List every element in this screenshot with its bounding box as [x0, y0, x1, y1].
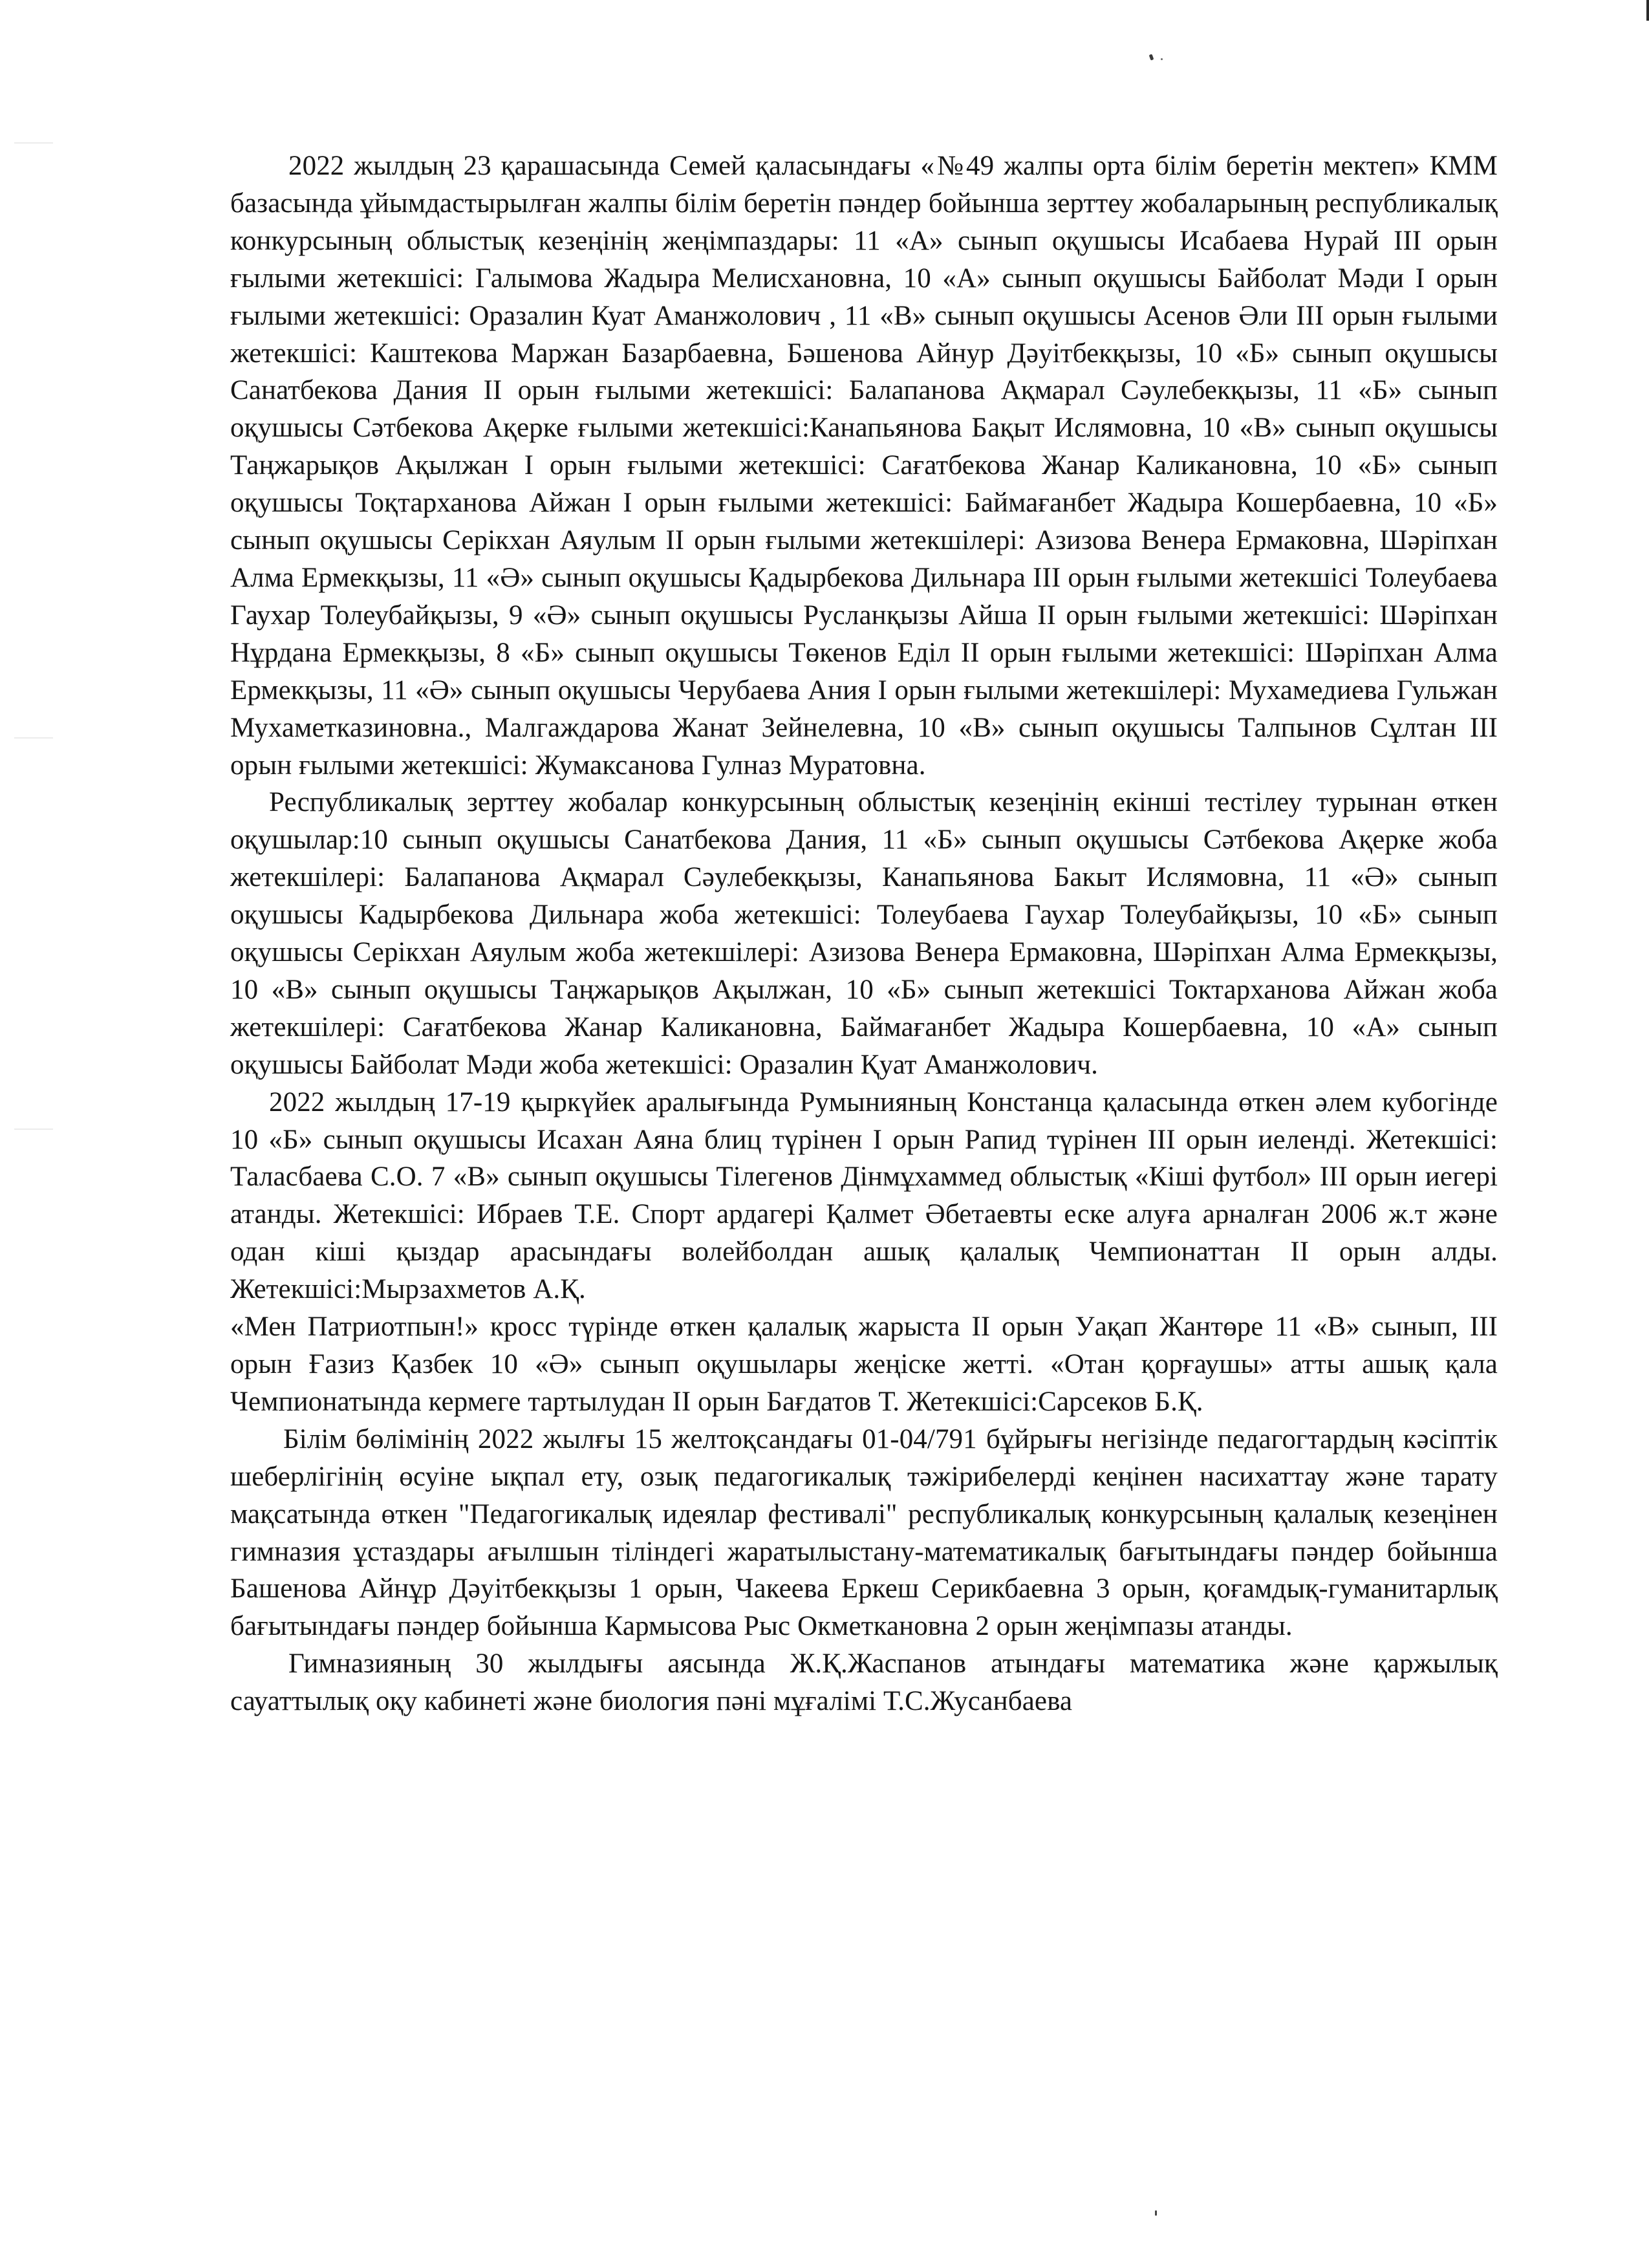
paragraph-second-round: Республикалық зерттеу жобалар конкурсының облыстық кезеңінің екінші тестілеу турынан өткен оқушылар:10 сынып оқушысы Санатбекова Дания, 11 «Б» сынып оқушысы Сәтбекова Ақерке жоба жетекшілері: Балапанова Ақмарал Сәулебекқызы, Канапьянова Бакыт Ислямовна, 11 «Ә» сынып оқушысы Кадырбекова Дильнара жоба жетекшісі: Толеубаева Гаухар Толеубайқызы, 10 «Б» сынып оқушысы Серікхан Аяулым жоба жетекшілері: Азизова Венера Ермаковна, Шәріпхан Алма Ермекқызы, 10 «В» сынып оқушысы Таңжарықов Ақылжан, 10 «Б» сынып жетекшісі Токтарханова Айжан жоба жетекшілері: Сағатбекова Жанар Каликановна, Баймағанбет Жадыра Кошербаевна, 10 «А» сынып оқушысы Байболат Мәди жоба жетекшісі: Оразалин Қуат Аманжолович. [230, 787, 1498, 1080]
paragraph-gymnasium-anniversary: Гимназияның 30 жылдығы аясында Ж.Қ.Жаспанов атындағы математика және қаржылық сауаттылық оқу кабинеті және биология пәні мұғалімі Т.С.Жусанбаева [230, 1648, 1498, 1717]
scan-speck [1161, 58, 1163, 60]
document-body [230, 147, 1498, 1720]
scan-speck [1149, 54, 1154, 60]
paragraph-pedagogical-festival: Білім бөлімінің 2022 жылғы 15 желтоқсандағы 01-04/791 бұйрығы негізінде педагогтардың кәсіптік шеберлігінің өсуіне ықпал ету, озық педагогикалық тәжірибелерді кеңінен насихаттау және тарату мақсатында өткен "Педагогикалық идеялар фестивалі" республикалық конкурсының қалалық кезеңінен гимназия ұстаздары ағылшын тіліндегі жаратылыстану-математикалық бағытындағы пәндер бойынша Башенова Айнұр Дәуітбекқызы 1 орын, Чакеева Еркеш Серикбаевна 3 орын, қоғамдық-гуманитарлық бағытындағы пәндер бойынша Кармысова Рыс Окметкановна 2 орын жеңімпазы атанды. [230, 1423, 1498, 1642]
faint-scan-line [14, 1129, 53, 1130]
faint-scan-line [14, 737, 53, 739]
paragraph-competition-winners: 2022 жылдың 23 қарашасында Семей қаласындағы «№49 жалпы орта білім беретін мектеп» КММ базасында ұйымдастырылған жалпы білім беретін пәндер бойынша зерттеу жобаларының республикалық конкурсының облыстық кезеңінің жеңімпаздары: 11 «А» сынып оқушысы Исабаева Нурай ІІІ орын ғылыми жетекшісі: Галымова Жадыра Мелисхановна, 10 «А» сынып оқушысы Байболат Мәди І орын ғылыми жетекшісі: Оразалин Куат Аманжолович , 11 «В» сынып оқушысы Асенов Әли ІІІ орын ғылыми жетекшісі: Каштекова Маржан Базарбаевна, Бәшенова Айнур Дәуітбекқызы, 10 «Б» сынып оқушысы Санатбекова Дания ІІ орын ғылыми жетекшісі: Балапанова Ақмарал Сәулебекқызы, 11 «Б» сынып оқушысы Сәтбекова Ақерке ғылыми жетекшісі:Канапьянова Бақыт Ислямовна, 10 «В» сынып оқушысы Таңжарықов Ақылжан І орын ғылыми жетекшісі: Сағатбекова Жанар Каликановна, 10 «Б» сынып оқушысы Тоқтарханова Айжан І орын ғылыми жетекшісі: Баймағанбет Жадыра Кошербаевна, 10 «Б» сынып оқушысы Серікхан Аяулым ІІ орын ғылыми жетекшілері: Азизова Венера Ермаковна, Шәріпхан Алма Ермекқызы, 11 «Ә» сынып оқушысы Қадырбекова Дильнара ІІІ орын ғылыми жетекшісі Толеубаева Гаухар Толеубайқызы, 9 «Ә» сынып оқушысы Русланқызы Айша ІІ орын ғылыми жетекшісі: Шәріпхан Нұрдана Ермекқызы, 8 «Б» сынып оқушысы Төкенов Еділ ІІ орын ғылыми жетекшісі: Шәріпхан Алма Ермекқызы, 11 «Ә» сынып оқушысы Черубаева Ания І орын ғылыми жетекшілері: Мухамедиева Гульжан Мухаметказиновна., Малгаждарова Жанат Зейнелевна, 10 «В» сынып оқушысы Талпынов Сұлтан ІІІ орын ғылыми жетекшісі: Жумаксанова Гулназ Муратовна. [230, 151, 1498, 781]
scan-speck [1155, 2210, 1157, 2216]
paragraph-patriot-cross: «Мен Патриотпын!» кросс түрінде өткен қалалық жарыста ІІ орын Уақап Жантөре 11 «В» сынып, ІІІ орын Ғазиз Қазбек 10 «Ә» сынып оқушылары жеңіске жетті. «Отан қорғаушы» атты ашық қала Чемпионатында кермеге тартылудан ІІ орын Бағдатов Т. Жетекшісі:Сарсеков Б.Қ. [230, 1312, 1498, 1417]
scan-edge-artifact [1646, 0, 1649, 21]
faint-scan-line [14, 142, 53, 144]
paragraph-sports-results: 2022 жылдың 17-19 қыркүйек аралығында Румынияның Констанца қаласында өткен әлем кубогінде 10 «Б» сынып оқушысы Исахан Аяна блиц түрінен І орын Рапид түрінен ІІІ орын иеленді. Жетекшісі: Таласбаева С.О. 7 «В» сынып оқушысы Тілегенов Дінмұхаммед облыстық «Кіші футбол» ІІІ орын иегері атанды. Жетекшісі: Ибраев Т.Е. Спорт ардагері Қалмет Әбетаевты еске алуға арналған 2006 ж.т және одан кіші қыздар арасындағы волейболдан ашық қалалық Чемпионаттан ІІ орын алды. Жетекшісі:Мырзахметов А.Қ. [230, 1086, 1498, 1305]
